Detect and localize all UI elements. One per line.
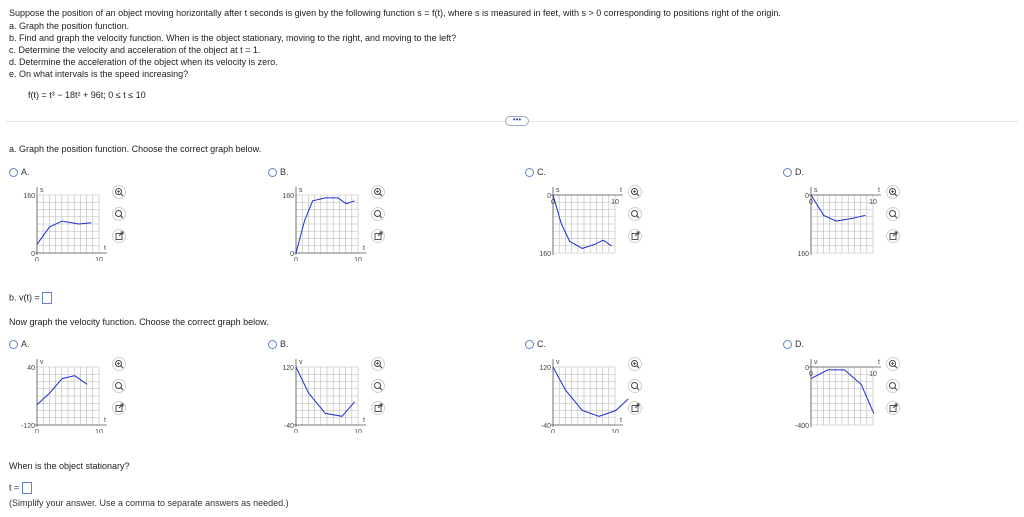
x-start-tick-label: 0 (809, 199, 813, 206)
position-graph[interactable] (783, 179, 893, 261)
function-curve (811, 195, 865, 221)
x-end-tick-label: 10 (611, 199, 619, 206)
magnifier-lens (632, 383, 638, 389)
option-label: A. (21, 167, 30, 177)
y-top-tick-label: 0 (805, 365, 809, 372)
answer-hint: (Simplify your answer. Use a comma to separate answers as needed.) (9, 498, 289, 508)
x-start-tick-label: 0 (809, 371, 813, 378)
magnifier-handle (380, 216, 382, 218)
zoom-in-icon[interactable] (371, 185, 385, 199)
y-bottom-tick-label: 160 (539, 251, 551, 258)
magnifier-lens (116, 211, 122, 217)
option-label: B. (280, 167, 289, 177)
function-curve (811, 370, 874, 414)
part-c-text: c. Determine the velocity and acceleration of the object at t = 1. (9, 45, 261, 55)
radio-button[interactable] (783, 340, 792, 349)
y-axis-var-label: s (299, 187, 303, 194)
y-axis-var-label: s (556, 187, 560, 194)
zoom-out-icon[interactable] (371, 207, 385, 221)
x-axis-var-label: t (104, 417, 106, 424)
zoom-out-glyph (629, 380, 641, 392)
zoom-out-glyph (629, 208, 641, 220)
magnifier-handle (121, 216, 123, 218)
zoom-out-icon[interactable] (112, 379, 126, 393)
zoom-in-glyph (113, 358, 125, 370)
zoom-out-glyph (372, 208, 384, 220)
y-axis-var-label: v (40, 359, 44, 366)
zoom-out-icon[interactable] (886, 379, 900, 393)
x-end-tick-label: 10 (869, 199, 877, 206)
x-end-tick-label: 10 (869, 371, 877, 378)
magnifier-handle (380, 366, 382, 368)
popout-icon[interactable] (371, 401, 385, 415)
magnifier-lens (632, 211, 638, 217)
y-axis-var-label: v (556, 359, 560, 366)
option-label: C. (537, 167, 546, 177)
x-axis-var-label: t (104, 245, 106, 252)
velocity-input[interactable] (42, 292, 52, 304)
zoom-out-icon[interactable] (371, 379, 385, 393)
zoom-in-icon[interactable] (886, 357, 900, 371)
x-axis-var-label: t (363, 417, 365, 424)
x-end-tick-label: 10 (95, 429, 103, 433)
zoom-in-glyph (629, 186, 641, 198)
option-label: D. (795, 339, 804, 349)
option-label: A. (21, 339, 30, 349)
zoom-in-glyph (887, 358, 899, 370)
magnifier-lens (375, 211, 381, 217)
magnifier-handle (637, 366, 639, 368)
part-b-prompt: Now graph the velocity function. Choose the correct graph below. (9, 317, 269, 327)
zoom-out-glyph (372, 380, 384, 392)
popout-glyph (113, 230, 125, 242)
zoom-in-icon[interactable] (886, 185, 900, 199)
magnifier-handle (121, 366, 123, 368)
magnifier-lens (890, 211, 896, 217)
position-option-radio-row[interactable] (268, 167, 289, 177)
zoom-in-glyph (629, 358, 641, 370)
x-end-tick-label: 10 (611, 429, 619, 433)
zoom-out-icon[interactable] (628, 379, 642, 393)
position-option-radio-row[interactable] (783, 167, 804, 177)
option-label: B. (280, 339, 289, 349)
x-axis-var-label: t (620, 417, 622, 424)
radio-button[interactable] (268, 168, 277, 177)
x-axis-var-label: t (878, 187, 880, 194)
position-graph[interactable] (268, 179, 378, 261)
popout-glyph (113, 402, 125, 414)
velocity-option-radio-row[interactable] (783, 339, 804, 349)
zoom-out-icon[interactable] (112, 207, 126, 221)
y-axis-var-label: s (814, 187, 818, 194)
part-e-text: e. On what intervals is the speed increasing? (9, 69, 189, 79)
zoom-out-glyph (887, 208, 899, 220)
popout-icon[interactable] (628, 229, 642, 243)
popout-glyph (887, 230, 899, 242)
position-option-b (268, 167, 508, 277)
function-curve (37, 221, 91, 244)
velocity-option-radio-row[interactable] (9, 339, 30, 349)
zoom-in-icon[interactable] (112, 357, 126, 371)
magnifier-handle (895, 388, 897, 390)
position-graph[interactable] (525, 179, 635, 261)
y-axis-var-label: s (40, 187, 44, 194)
velocity-option-radio-row[interactable] (268, 339, 289, 349)
popout-icon[interactable] (886, 401, 900, 415)
y-bottom-tick-label: 160 (797, 251, 809, 258)
t-label: t = (9, 482, 20, 493)
velocity-option-c (525, 339, 765, 449)
y-top-tick-label: 160 (282, 193, 294, 200)
position-option-radio-row[interactable] (525, 167, 546, 177)
option-label: C. (537, 339, 546, 349)
x-start-tick-label: 0 (294, 257, 298, 261)
zoom-in-glyph (372, 358, 384, 370)
velocity-graph[interactable] (525, 351, 635, 433)
magnifier-handle (895, 216, 897, 218)
function-definition: f(t) = t³ − 18t² + 96t; 0 ≤ t ≤ 10 (28, 90, 146, 100)
magnifier-handle (380, 388, 382, 390)
part-d-text: d. Determine the acceleration of the object when its velocity is zero. (9, 57, 278, 67)
part-a-prompt: a. Graph the position function. Choose the correct graph below. (9, 144, 262, 154)
zoom-out-icon[interactable] (886, 207, 900, 221)
y-bottom-tick-label: -40 (540, 423, 551, 430)
velocity-graph[interactable] (783, 351, 893, 433)
popout-glyph (629, 402, 641, 414)
magnifier-handle (637, 388, 639, 390)
y-bottom-tick-label: 0 (290, 251, 294, 258)
y-bottom-tick-label: -40 (283, 423, 294, 430)
velocity-option-b (268, 339, 508, 449)
radio-button[interactable] (525, 340, 534, 349)
x-axis-var-label: t (363, 245, 365, 252)
more-button[interactable]: ••• (505, 116, 529, 126)
velocity-option-d (783, 339, 1023, 449)
y-top-tick-label: 120 (282, 365, 294, 372)
y-axis-var-label: v (299, 359, 303, 366)
stationary-answer-row (9, 482, 32, 494)
y-top-tick-label: 160 (23, 193, 35, 200)
part-b-text: b. Find and graph the velocity function. When is the object stationary, moving to the right, and moving to the left? (9, 33, 457, 43)
popout-glyph (372, 402, 384, 414)
radio-button[interactable] (783, 168, 792, 177)
x-end-tick-label: 10 (354, 257, 362, 261)
magnifier-handle (121, 388, 123, 390)
radio-button[interactable] (9, 168, 18, 177)
zoom-in-icon[interactable] (628, 357, 642, 371)
y-bottom-tick-label: -120 (20, 423, 35, 430)
position-graph[interactable] (9, 179, 119, 261)
x-start-tick-label: 0 (551, 199, 555, 206)
magnifier-lens (116, 383, 122, 389)
zoom-in-icon[interactable] (628, 185, 642, 199)
popout-icon[interactable] (112, 401, 126, 415)
y-top-tick-label: 40 (27, 365, 35, 372)
radio-button[interactable] (9, 340, 18, 349)
part-a-text: a. Graph the position function. (9, 21, 130, 31)
popout-glyph (629, 230, 641, 242)
velocity-option-radio-row[interactable] (525, 339, 546, 349)
magnifier-handle (380, 194, 382, 196)
x-end-tick-label: 10 (354, 429, 362, 433)
x-axis-var-label: t (620, 187, 622, 194)
magnifier-handle (637, 216, 639, 218)
popout-icon[interactable] (112, 229, 126, 243)
x-start-tick-label: 0 (294, 429, 298, 433)
y-bottom-tick-label: -400 (794, 423, 809, 430)
y-axis-var-label: v (814, 359, 818, 366)
y-top-tick-label: 120 (539, 365, 551, 372)
popout-glyph (887, 402, 899, 414)
zoom-in-glyph (113, 186, 125, 198)
stationary-input[interactable] (22, 482, 32, 494)
velocity-option-a (9, 339, 249, 449)
x-end-tick-label: 10 (95, 257, 103, 261)
y-top-tick-label: 0 (547, 193, 551, 200)
zoom-out-glyph (113, 208, 125, 220)
x-start-tick-label: 0 (35, 257, 39, 261)
x-start-tick-label: 0 (35, 429, 39, 433)
x-start-tick-label: 0 (551, 429, 555, 433)
zoom-out-icon[interactable] (628, 207, 642, 221)
problem-intro: Suppose the position of an object moving horizontally after t seconds is given by the following function s = f(t), where s is measured in feet, with s > 0 corresponding to positions right of the origin. (9, 8, 781, 18)
zoom-in-icon[interactable] (371, 357, 385, 371)
position-option-a (9, 167, 249, 277)
radio-button[interactable] (525, 168, 534, 177)
y-top-tick-label: 0 (805, 193, 809, 200)
magnifier-handle (121, 194, 123, 196)
zoom-out-glyph (887, 380, 899, 392)
zoom-in-glyph (887, 186, 899, 198)
magnifier-handle (637, 194, 639, 196)
position-option-d (783, 167, 1023, 277)
x-axis-var-label: t (878, 359, 880, 366)
zoom-out-glyph (113, 380, 125, 392)
magnifier-lens (890, 383, 896, 389)
magnifier-lens (375, 383, 381, 389)
magnifier-handle (895, 194, 897, 196)
popout-icon[interactable] (628, 401, 642, 415)
radio-button[interactable] (268, 340, 277, 349)
velocity-label: b. v(t) = (9, 292, 40, 303)
zoom-in-icon[interactable] (112, 185, 126, 199)
velocity-graph[interactable] (268, 351, 378, 433)
position-option-radio-row[interactable] (9, 167, 30, 177)
option-label: D. (795, 167, 804, 177)
popout-icon[interactable] (371, 229, 385, 243)
magnifier-handle (895, 366, 897, 368)
popout-icon[interactable] (886, 229, 900, 243)
velocity-answer-row (9, 292, 52, 304)
y-bottom-tick-label: 0 (31, 251, 35, 258)
zoom-in-glyph (372, 186, 384, 198)
popout-glyph (372, 230, 384, 242)
position-option-c (525, 167, 765, 277)
stationary-question: When is the object stationary? (9, 461, 130, 471)
velocity-graph[interactable] (9, 351, 119, 433)
